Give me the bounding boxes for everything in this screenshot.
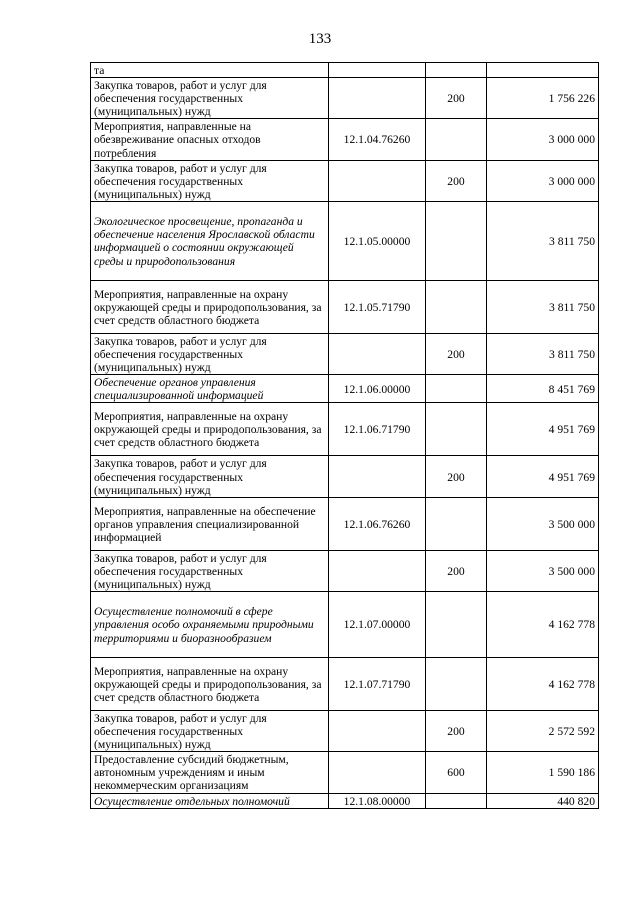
row-name-cell: Мероприятия, направленные на охрану окружающей среды и природопользования, за счет средств областного бюджета xyxy=(91,280,329,333)
row-code-cell xyxy=(329,78,426,119)
row-expense-type-cell xyxy=(426,497,487,550)
table-row xyxy=(91,280,599,333)
row-name-cell: Закупка товаров, работ и услуг для обеспечения государственных (муниципальных) нужд xyxy=(91,160,329,201)
table-row xyxy=(91,403,599,456)
row-name-cell: Экологическое просвещение, пропаганда и обеспечение населения Ярославской области информацией о состоянии окружающей среды и природопользования xyxy=(91,201,329,280)
row-name-cell: та xyxy=(91,63,329,78)
row-amount-cell: 1 590 186 xyxy=(487,752,599,793)
row-code-cell: 12.1.08.00000 xyxy=(329,793,426,808)
row-name-cell: Осуществление полномочий в сфере управления особо охраняемыми природными территориями и биоразнообразием xyxy=(91,591,329,657)
table-row xyxy=(91,78,599,119)
row-expense-type-cell: 200 xyxy=(426,456,487,497)
table-row xyxy=(91,375,599,403)
page-number: 133 xyxy=(308,31,332,47)
row-amount-cell: 3 000 000 xyxy=(487,160,599,201)
row-amount-cell: 4 162 778 xyxy=(487,591,599,657)
row-amount-cell: 3 811 750 xyxy=(487,201,599,280)
row-expense-type-cell: 200 xyxy=(426,710,487,751)
table-row xyxy=(91,497,599,550)
row-code-cell: 12.1.06.00000 xyxy=(329,375,426,403)
table-row xyxy=(91,550,599,591)
row-code-cell: 12.1.07.71790 xyxy=(329,657,426,710)
table-row xyxy=(91,201,599,280)
table-row xyxy=(91,119,599,160)
row-expense-type-cell xyxy=(426,793,487,808)
table-row xyxy=(91,752,599,793)
row-expense-type-cell xyxy=(426,657,487,710)
row-amount-cell: 3 500 000 xyxy=(487,497,599,550)
row-code-cell: 12.1.06.76260 xyxy=(329,497,426,550)
row-code-cell: 12.1.05.71790 xyxy=(329,280,426,333)
row-code-cell xyxy=(329,333,426,374)
row-amount-cell: 4 951 769 xyxy=(487,456,599,497)
row-expense-type-cell xyxy=(426,63,487,78)
row-expense-type-cell: 600 xyxy=(426,752,487,793)
row-name-cell: Обеспечение органов управления специализированной информацией xyxy=(91,375,329,403)
row-code-cell: 12.1.05.00000 xyxy=(329,201,426,280)
row-amount-cell: 3 000 000 xyxy=(487,119,599,160)
row-name-cell: Закупка товаров, работ и услуг для обеспечения государственных (муниципальных) нужд xyxy=(91,710,329,751)
row-name-cell: Закупка товаров, работ и услуг для обеспечения государственных (муниципальных) нужд xyxy=(91,333,329,374)
row-code-cell xyxy=(329,160,426,201)
table-row xyxy=(91,333,599,374)
row-amount-cell: 440 820 xyxy=(487,793,599,808)
row-code-cell: 12.1.04.76260 xyxy=(329,119,426,160)
row-amount-cell: 3 811 750 xyxy=(487,333,599,374)
row-expense-type-cell: 200 xyxy=(426,78,487,119)
row-expense-type-cell xyxy=(426,280,487,333)
table-row xyxy=(91,456,599,497)
row-name-cell: Осуществление отдельных полномочий xyxy=(91,793,329,808)
row-name-cell: Закупка товаров, работ и услуг для обеспечения государственных (муниципальных) нужд xyxy=(91,78,329,119)
table-row xyxy=(91,793,599,808)
row-expense-type-cell: 200 xyxy=(426,160,487,201)
row-code-cell xyxy=(329,63,426,78)
budget-table-body xyxy=(91,63,599,809)
row-code-cell xyxy=(329,456,426,497)
row-code-cell xyxy=(329,710,426,751)
row-expense-type-cell xyxy=(426,591,487,657)
table-row xyxy=(91,160,599,201)
row-expense-type-cell xyxy=(426,201,487,280)
row-expense-type-cell xyxy=(426,375,487,403)
table-row xyxy=(91,63,599,78)
row-amount-cell: 3 500 000 xyxy=(487,550,599,591)
row-name-cell: Мероприятия, направленные на обезвреживание опасных отходов потребления xyxy=(91,119,329,160)
budget-table xyxy=(90,62,599,809)
row-expense-type-cell xyxy=(426,119,487,160)
table-row xyxy=(91,710,599,751)
row-amount-cell: 2 572 592 xyxy=(487,710,599,751)
row-name-cell: Закупка товаров, работ и услуг для обеспечения государственных (муниципальных) нужд xyxy=(91,550,329,591)
row-name-cell: Закупка товаров, работ и услуг для обеспечения государственных (муниципальных) нужд xyxy=(91,456,329,497)
row-amount-cell: 8 451 769 xyxy=(487,375,599,403)
row-name-cell: Мероприятия, направленные на охрану окружающей среды и природопользования, за счет средств областного бюджета xyxy=(91,657,329,710)
row-amount-cell: 3 811 750 xyxy=(487,280,599,333)
row-name-cell: Предоставление субсидий бюджетным, автономным учреждениям и иным некоммерческим организациям xyxy=(91,752,329,793)
row-code-cell: 12.1.07.00000 xyxy=(329,591,426,657)
row-amount-cell: 4 162 778 xyxy=(487,657,599,710)
row-name-cell: Мероприятия, направленные на обеспечение органов управления специализированной информацией xyxy=(91,497,329,550)
row-expense-type-cell: 200 xyxy=(426,333,487,374)
row-amount-cell xyxy=(487,63,599,78)
row-amount-cell: 1 756 226 xyxy=(487,78,599,119)
row-code-cell xyxy=(329,752,426,793)
row-name-cell: Мероприятия, направленные на охрану окружающей среды и природопользования, за счет средств областного бюджета xyxy=(91,403,329,456)
row-code-cell xyxy=(329,550,426,591)
row-amount-cell: 4 951 769 xyxy=(487,403,599,456)
table-row xyxy=(91,591,599,657)
table-row xyxy=(91,657,599,710)
row-expense-type-cell: 200 xyxy=(426,550,487,591)
row-code-cell: 12.1.06.71790 xyxy=(329,403,426,456)
row-expense-type-cell xyxy=(426,403,487,456)
